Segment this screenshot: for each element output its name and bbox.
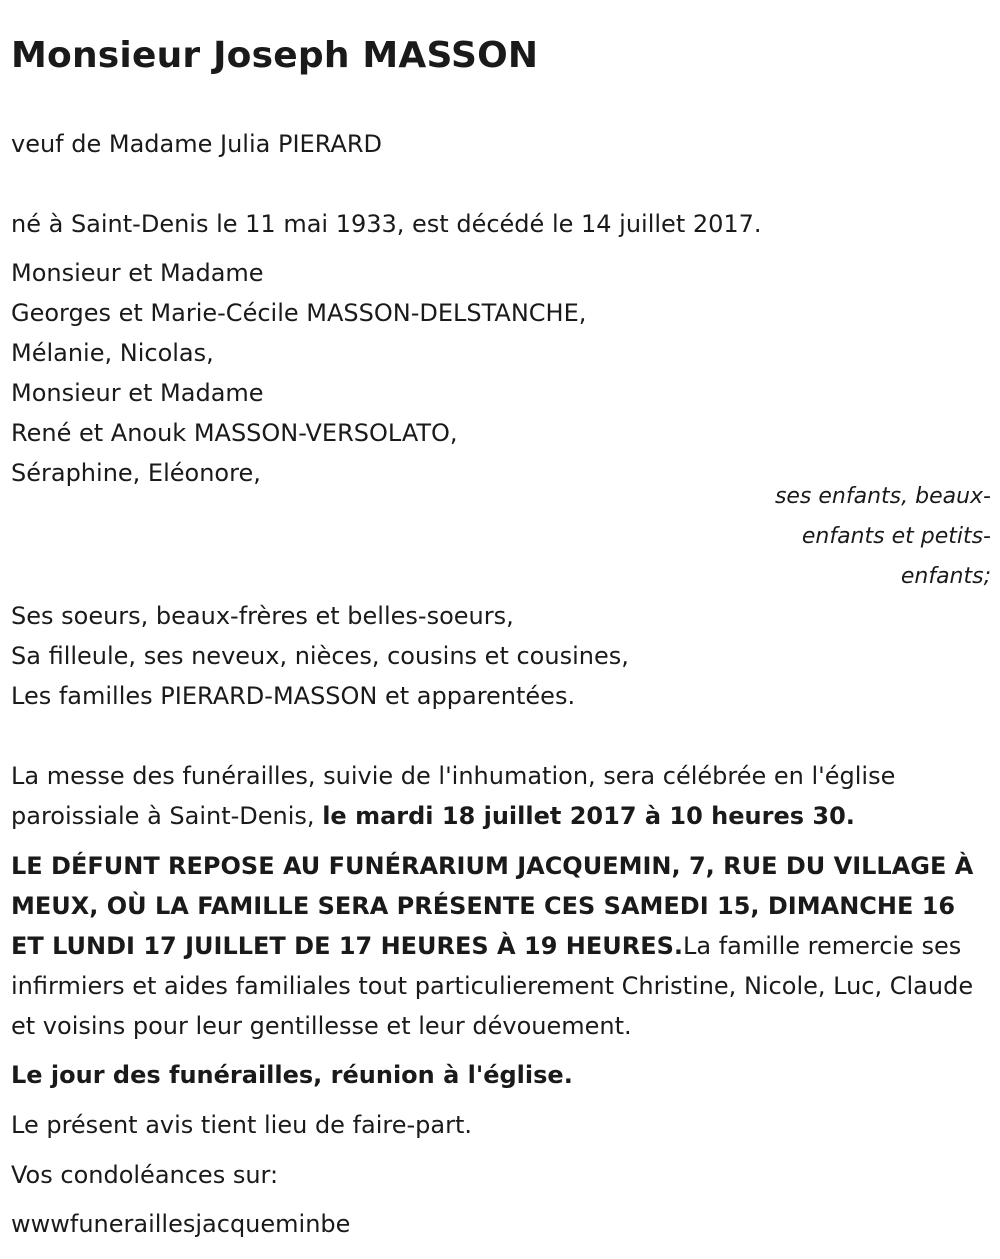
- repose-text: LE DÉFUNT REPOSE AU FUNÉRARIUM JACQUEMIN, 7, RUE DU VILLAGE À MEUX, OÙ LA FAMILLE SERA PRÉSENTE CES SAMEDI 15, DIMANCHE 16 ET LUNDI 17 JUILLET DE 17 HEURES À 19 HEURES.: [11, 852, 974, 960]
- notice-line: Le présent avis tient lieu de faire-part.: [11, 1111, 473, 1139]
- meeting-line: Le jour des funérailles, réunion à l'église.: [11, 1061, 573, 1089]
- birth-death-line: né à Saint-Denis le 11 mai 1933, est décédé le 14 juillet 2017.: [11, 210, 762, 238]
- family-line: Séraphine, Eléonore,: [11, 459, 261, 487]
- mass-text: La messe des funérailles, suivie de l'inhumation, sera célébrée en l'église paroissiale à Saint-Denis,: [11, 762, 896, 830]
- relation-note-line: ses enfants, beaux-: [774, 484, 991, 509]
- family-list: [11, 253, 991, 493]
- repose-paragraph: [11, 846, 986, 1046]
- relatives-line: Les familles PIERARD-MASSON et apparentées.: [11, 682, 576, 710]
- mass-date: le mardi 18 juillet 2017 à 10 heures 30.: [322, 802, 855, 830]
- family-line: Monsieur et Madame: [11, 259, 264, 287]
- relatives-line: Ses soeurs, beaux-frères et belles-soeurs,: [11, 602, 514, 630]
- relatives-list: [11, 596, 991, 716]
- family-line: Monsieur et Madame: [11, 379, 264, 407]
- family-line: René et Anouk MASSON-VERSOLATO,: [11, 419, 458, 447]
- thanks-text: La famille remercie ses infirmiers et aides familiales tout particulierement Christine, Nicole, Luc, Claude et voisins pour leur gentillesse et leur dévouement.: [11, 932, 974, 1040]
- mass-paragraph: [11, 756, 986, 836]
- deceased-name: Monsieur Joseph MASSON: [11, 35, 539, 76]
- family-line: Mélanie, Nicolas,: [11, 339, 214, 367]
- website-link[interactable]: wwwfuneraillesjacqueminbe: [11, 1210, 351, 1238]
- relation-note: [731, 477, 991, 597]
- spouse-line: veuf de Madame Julia PIERARD: [11, 130, 382, 158]
- condolences-label: Vos condoléances sur:: [11, 1161, 279, 1189]
- relatives-line: Sa filleule, ses neveux, nièces, cousins et cousines,: [11, 642, 629, 670]
- relation-note-line: enfants;: [900, 564, 991, 589]
- family-line: Georges et Marie-Cécile MASSON-DELSTANCHE,: [11, 299, 587, 327]
- relation-note-line: enfants et petits-: [801, 524, 991, 549]
